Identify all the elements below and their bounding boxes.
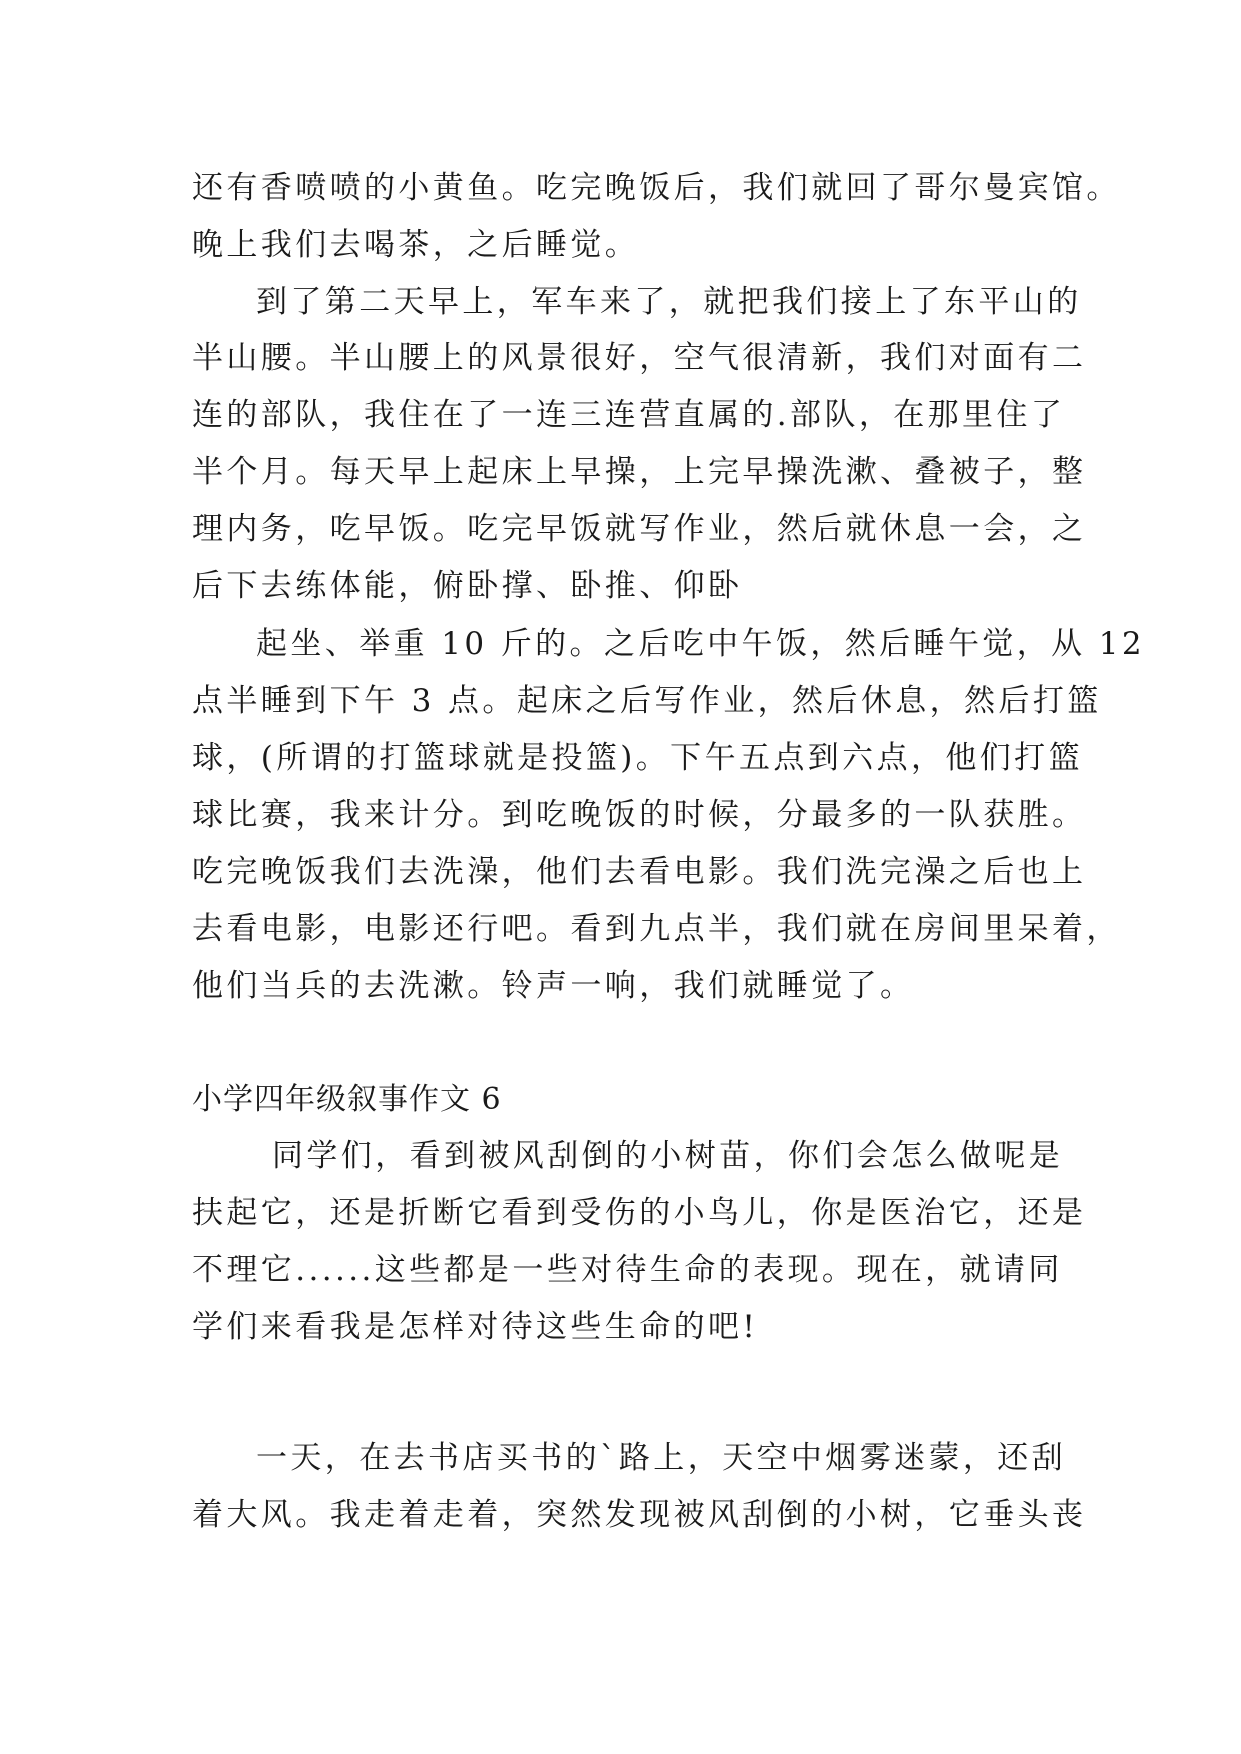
paragraph-line: 半山腰。半山腰上的风景很好，空气很清新，我们对面有二 xyxy=(192,340,1087,376)
paragraph-line: 晚上我们去喝茶，之后睡觉。 xyxy=(192,227,640,263)
paragraph-line: 点半睡到下午 3 点。起床之后写作业，然后休息，然后打篮 xyxy=(192,683,1102,719)
paragraph-line: 不理它......这些都是一些对待生命的表现。现在，就请同 xyxy=(192,1252,1063,1288)
paragraph-line: 球，(所谓的打篮球就是投篮)。下午五点到六点，他们打篮 xyxy=(192,740,1083,776)
paragraph-line: 后下去练体能，俯卧撑、卧推、仰卧 xyxy=(192,568,743,604)
paragraph-line: 还有香喷喷的小黄鱼。吃完晚饭后，我们就回了哥尔曼宾馆。 xyxy=(192,170,1121,206)
paragraph-line: 学们来看我是怎样对待这些生命的吧! xyxy=(192,1309,759,1345)
paragraph-line: 扶起它，还是折断它看到受伤的小鸟儿，你是医治它，还是 xyxy=(192,1195,1087,1231)
paragraph-line: 他们当兵的去洗漱。铃声一响，我们就睡觉了。 xyxy=(192,968,915,1004)
paragraph-line: 球比赛，我来计分。到吃晚饭的时候，分最多的一队获胜。 xyxy=(192,797,1087,833)
paragraph-line: 到了第二天早上，军车来了，就把我们接上了东平山的 xyxy=(256,284,1082,320)
section-heading: 小学四年级叙事作文 6 xyxy=(192,1082,502,1117)
paragraph-line: 连的部队，我住在了一连三连营直属的.部队，在那里住了 xyxy=(192,397,1066,433)
paragraph-line: 理内务，吃早饭。吃完早饭就写作业，然后就休息一会，之 xyxy=(192,511,1087,547)
paragraph-line: 去看电影，电影还行吧。看到九点半，我们就在房间里呆着， xyxy=(192,911,1121,947)
paragraph-line: 吃完晚饭我们去洗澡，他们去看电影。我们洗完澡之后也上 xyxy=(192,854,1087,890)
paragraph-line: 半个月。每天早上起床上早操，上完早操洗漱、叠被子，整 xyxy=(192,454,1087,490)
paragraph-line: 着大风。我走着走着，突然发现被风刮倒的小树，它垂头丧 xyxy=(192,1497,1087,1533)
paragraph-line: 起坐、举重 10 斤的。之后吃中午饭，然后睡午觉，从 12 xyxy=(256,626,1146,662)
paragraph-line: 同学们，看到被风刮倒的小树苗，你们会怎么做呢是 xyxy=(272,1138,1064,1174)
paragraph-line: 一天，在去书店买书的`路上，天空中烟雾迷蒙，还刮 xyxy=(256,1440,1067,1476)
